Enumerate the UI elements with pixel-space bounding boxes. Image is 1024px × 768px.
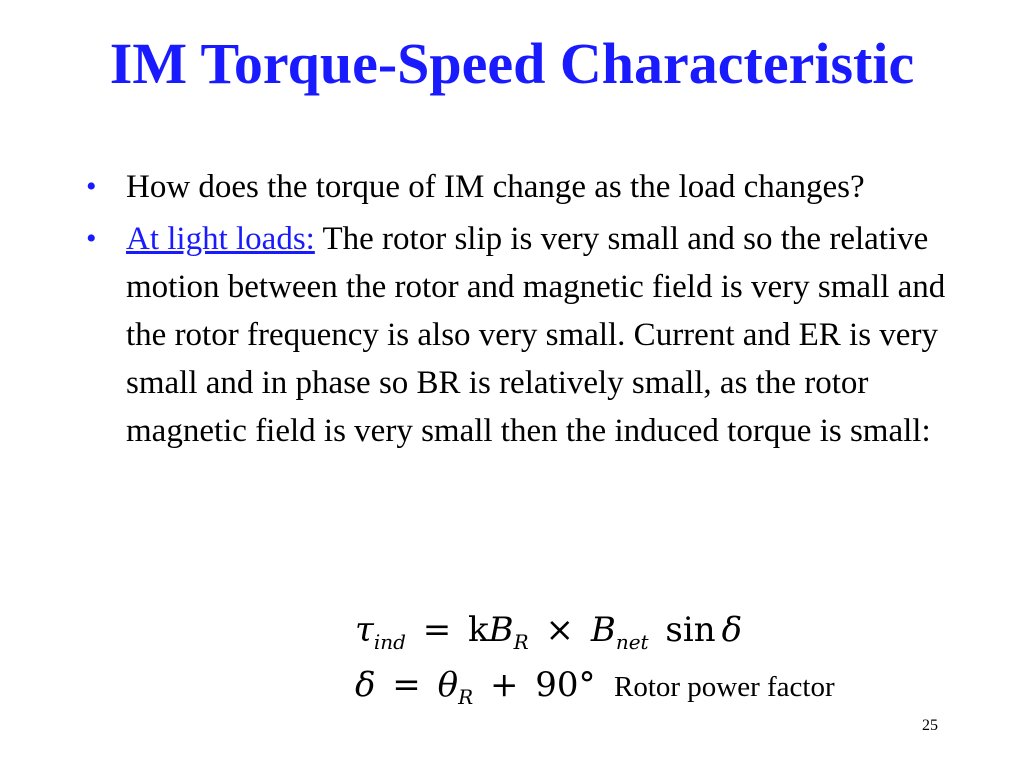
sin-function: sin	[665, 610, 716, 650]
bullet-item	[86, 163, 966, 211]
b-net-symbol: B	[590, 610, 616, 650]
tau-symbol: τ	[355, 610, 374, 650]
k-constant: k	[468, 610, 489, 650]
delta-symbol: δ	[355, 665, 376, 705]
b-net-subscript: net	[615, 630, 649, 654]
equals-sign: =	[422, 610, 452, 650]
bullet-text: The rotor slip is very small and so the relative motion between the rotor and magnetic field is very small and the rotor frequency is also very small. Current and ER is very small and in phase so BR is relatively small, as the rotor magnetic field is very small then the induced torque is small:	[126, 221, 946, 449]
times-sign: ×	[545, 610, 575, 650]
bullet-item	[86, 215, 966, 455]
b-r-symbol: B	[488, 610, 514, 650]
theta-symbol: θ	[437, 665, 459, 705]
plus-sign: +	[489, 665, 519, 705]
bullet-icon: •	[86, 170, 97, 203]
bullet-list	[86, 163, 966, 459]
bullet-lead-link[interactable]: At light loads:	[126, 221, 315, 257]
bullet-text: How does the torque of IM change as the load changes?	[126, 169, 865, 205]
page-number: 25	[922, 717, 938, 734]
theta-subscript: R	[458, 685, 474, 709]
bullet-icon: •	[86, 222, 97, 255]
rotor-power-factor-note: Rotor power factor	[614, 671, 835, 703]
equals-sign: =	[392, 665, 421, 705]
angle-value: 90°	[535, 665, 596, 705]
b-r-subscript: R	[513, 630, 529, 654]
delta-symbol: δ	[721, 610, 743, 650]
delta-equation	[355, 665, 596, 717]
slide-title: IM Torque-Speed Characteristic	[109, 31, 915, 96]
torque-equation	[355, 610, 742, 662]
tau-subscript: ind	[373, 630, 406, 654]
